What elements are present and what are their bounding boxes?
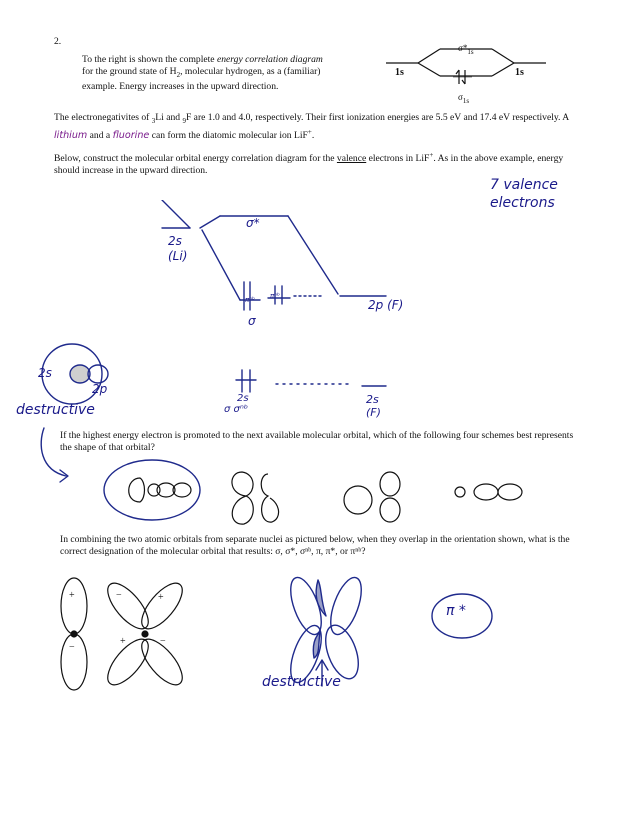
- scheme-2: [232, 472, 279, 524]
- combine-question: In combining the two atomic orbitals from separate nuclei as pictured below, when they overlap in the orientation shown, what is the correct designation of the molecular orbital that results: σ, σ*, σⁿᵇ, π, π*, or πⁿᵇ?: [60, 534, 570, 557]
- scheme-3: [344, 472, 400, 522]
- pi-star-answer: π *: [446, 603, 466, 619]
- destructive-note-1: destructive: [16, 402, 95, 418]
- f-2s-label: 2s (F): [366, 393, 381, 419]
- pi-nb-label-2: πⁿᵇ: [270, 292, 281, 300]
- f-2p-label: 2p (F): [368, 298, 404, 312]
- orbital-schemes: [100, 456, 540, 536]
- circle-2p-label: 2p: [92, 382, 108, 396]
- student-mo-diagram: [150, 200, 430, 440]
- h2-sigma: $\sigma_{1s}$: [458, 92, 470, 105]
- promote-question: If the highest energy electron is promoted to the next available molecular orbital, which of the following four schemes best represents the shape of that orbital?: [60, 430, 574, 453]
- h2-right-1s: 1s: [515, 67, 524, 78]
- sigma-nb-label: σ σⁿᵇ: [224, 404, 249, 415]
- h2-sigma-star: $\sigma*_{1s}$: [458, 43, 474, 56]
- valence-count-note: 7 valence electrons: [490, 177, 558, 211]
- circle-2s-label: 2s: [38, 366, 52, 380]
- sigma-star-label: σ*: [246, 216, 260, 230]
- h2-left-1s: 1s: [395, 67, 404, 78]
- sign-plus-2: +: [158, 592, 164, 603]
- sign-plus-1: +: [69, 590, 75, 601]
- lithium-handwritten: lithium: [54, 130, 88, 142]
- electronegativity-paragraph: The electronegativites of $_3$Li and $_9$F are 1.0 and 4.0, respectively. Their first ionization energies are 5.5 eV and 17.4 eV respectively. A lithium and a fluorine can form the diatomic molecular ion LiF+.: [54, 112, 569, 142]
- li-2s-label: 2s (Li): [168, 234, 188, 263]
- lower-2s-label: 2s: [237, 393, 249, 404]
- construct-paragraph: Below, construct the molecular orbital energy correlation diagram for the valence electrons in LiF+. As in the above example, energy should increase in the upward direction.: [54, 151, 564, 176]
- destructive-note-2: destructive: [262, 674, 341, 690]
- scheme-4: [455, 484, 522, 500]
- intro-paragraph: To the right is shown the complete energy correlation diagram for the ground state of $H_2$, molecular hydrogen, as a (familiar) example. Energy increases in the upward direction.: [82, 54, 323, 92]
- sign-minus-2: −: [116, 590, 122, 601]
- sigma-label: σ: [248, 314, 256, 328]
- pi-nb-label-1: πⁿᵇ: [245, 296, 256, 304]
- sign-minus-1: −: [69, 642, 75, 653]
- answer-circle: [104, 460, 200, 520]
- question-number: 2.: [54, 36, 62, 47]
- sign-minus-3: −: [160, 636, 166, 647]
- fluorine-handwritten: fluorine: [112, 130, 150, 142]
- sign-plus-3: +: [120, 636, 126, 647]
